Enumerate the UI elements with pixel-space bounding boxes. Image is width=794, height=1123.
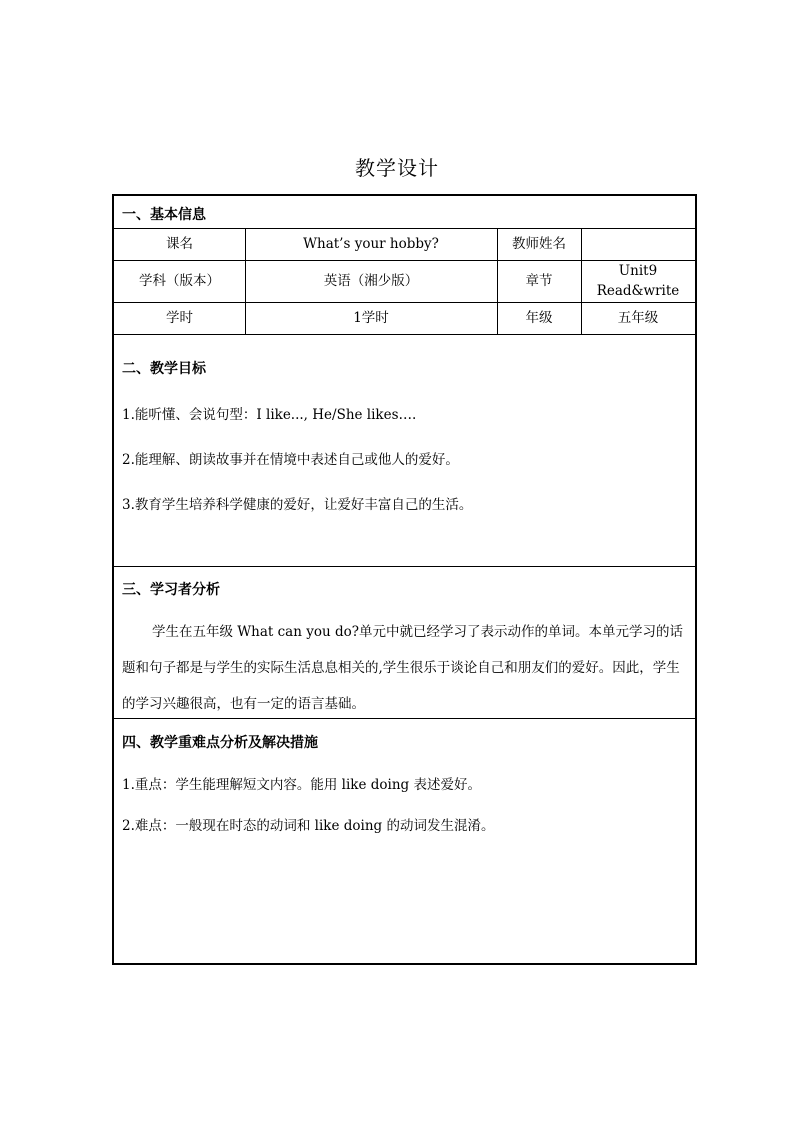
objective-item: 2.能理解、朗读故事并在情境中表述自己或他人的爱好。 — [122, 452, 459, 468]
chapter-label: 章节 — [525, 273, 553, 289]
section-objectives-heading: 二、教学目标 — [122, 361, 206, 377]
teacher-name-value — [581, 228, 695, 260]
teacher-name-label: 教师姓名 — [512, 236, 566, 252]
subject-label: 学科（版本） — [139, 273, 220, 289]
divider — [114, 718, 695, 719]
course-name-label: 课名 — [166, 236, 193, 252]
chapter-unit: Unit9 — [618, 263, 658, 279]
class-hours-value: 1学时 — [353, 310, 389, 326]
chapter-lesson: Read&write — [596, 283, 680, 299]
page-title: 教学设计 — [355, 156, 439, 180]
learner-analysis-paragraph: 学生在五年级 What can you do?单元中就已经学习了表示动作的单词。本单元学习的话题和句子都是与学生的实际生活息息相关的,学生很乐于谈论自己和朋友们的爱好。因此，学生的学习兴趣很高，也有一定的语言基础。 — [122, 624, 683, 712]
difficulty-item: 2.难点：一般现在时态的动词和 like doing 的动词发生混淆。 — [122, 818, 495, 834]
subject-value: 英语（湘少版） — [323, 273, 419, 289]
grade-value: 五年级 — [617, 310, 659, 326]
chapter-value — [581, 260, 695, 302]
course-name-value: What’s your hobby? — [303, 236, 439, 252]
key-point-item: 1.重点：学生能理解短文内容。能用 like doing 表述爱好。 — [122, 777, 481, 793]
section-key-points-heading: 四、教学重难点分析及解决措施 — [122, 735, 318, 751]
divider — [114, 566, 695, 567]
objective-item: 1.能听懂、会说句型：I like..., He/She likes…. — [122, 407, 417, 423]
divider — [114, 334, 695, 335]
grade-label: 年级 — [525, 310, 553, 326]
class-hours-label: 学时 — [166, 310, 193, 326]
lesson-plan-table — [112, 194, 697, 965]
section-learner-analysis-heading: 三、学习者分析 — [122, 582, 220, 598]
objective-item: 3.教育学生培养科学健康的爱好，让爱好丰富自己的生活。 — [122, 497, 473, 513]
section-basic-info-heading: 一、基本信息 — [122, 207, 206, 223]
